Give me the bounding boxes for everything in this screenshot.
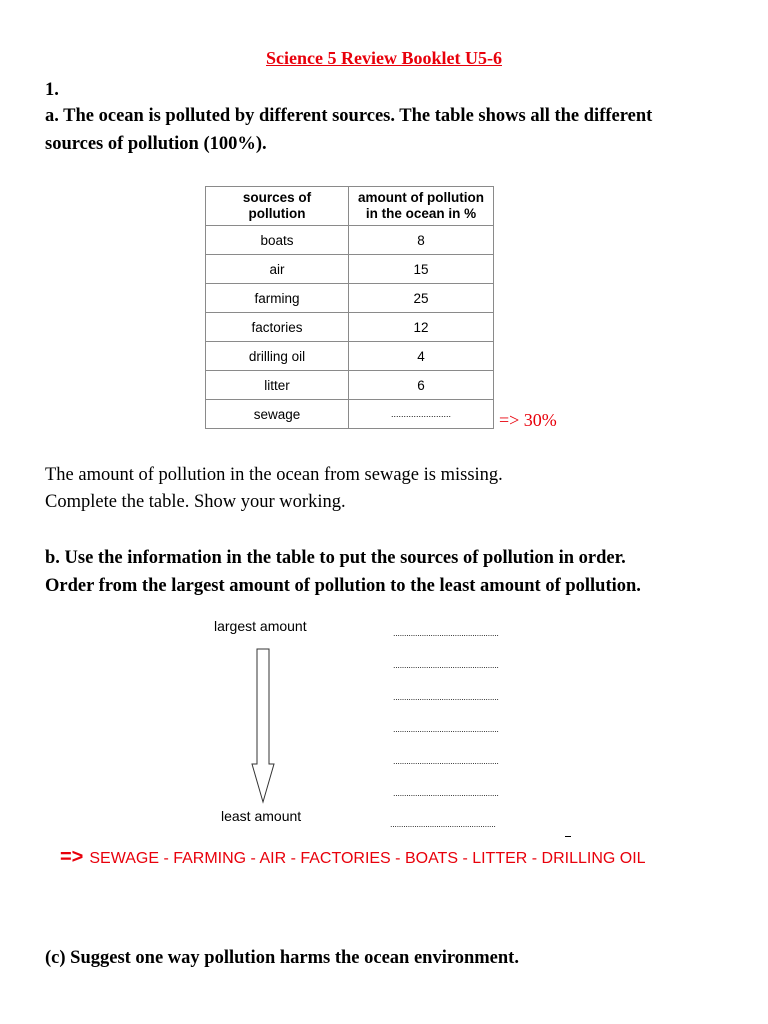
- question-b-prompt-line1: b. Use the information in the table to put the sources of pollution in order.: [45, 548, 626, 568]
- order-answer-line[interactable]: ................................................: [393, 692, 499, 702]
- table-row: [206, 400, 494, 429]
- order-answer-line[interactable]: ................................................: [393, 788, 499, 798]
- table-row: [206, 255, 494, 284]
- question-a-prompt-line1: a. The ocean is polluted by different sources. The table shows all the different: [45, 106, 653, 126]
- table-row: [206, 342, 494, 371]
- table-cell-source: air: [206, 255, 349, 284]
- order-answer-line[interactable]: ................................................: [393, 756, 499, 766]
- table-cell-amount: 25: [349, 284, 494, 313]
- divider: [565, 836, 571, 837]
- question-a-prompt: [45, 102, 652, 158]
- down-arrow-icon: [248, 648, 278, 804]
- table-row: [206, 284, 494, 313]
- table-cell-source: sewage: [206, 400, 349, 429]
- order-answer-line[interactable]: ................................................: [390, 819, 496, 829]
- order-answer-text: SEWAGE - FARMING - AIR - FACTORIES - BOATS - LITTER - DRILLING OIL: [89, 850, 646, 867]
- table-header-source: sources of pollution: [206, 187, 349, 226]
- largest-amount-label: largest amount: [214, 618, 307, 634]
- table-row: [206, 226, 494, 255]
- sewage-answer-note: => 30%: [499, 410, 557, 430]
- answer-arrow: =>: [60, 846, 84, 868]
- table-cell-source: drilling oil: [206, 342, 349, 371]
- sewage-answer-blank[interactable]: ........................: [349, 400, 494, 429]
- order-answer-line[interactable]: ................................................: [393, 628, 499, 638]
- table-cell-amount: 8: [349, 226, 494, 255]
- order-answer-line[interactable]: ................................................: [393, 724, 499, 734]
- question-a-text-line1: The amount of pollution in the ocean from sewage is missing.: [45, 465, 503, 485]
- page-title: Science 5 Review Booklet U5-6: [266, 48, 502, 68]
- question-a-text-line2: Complete the table. Show your working.: [45, 492, 346, 512]
- pollution-table: [205, 186, 494, 429]
- table-cell-amount: 6: [349, 371, 494, 400]
- order-answer-line[interactable]: ................................................: [393, 660, 499, 670]
- question-b-prompt-line2: Order from the largest amount of pollution to the least amount of pollution.: [45, 576, 641, 596]
- table-cell-source: boats: [206, 226, 349, 255]
- question-number: 1.: [45, 80, 59, 100]
- table-row: [206, 371, 494, 400]
- table-row: [206, 313, 494, 342]
- question-a-prompt-line2: sources of pollution (100%).: [45, 134, 267, 154]
- question-b-prompt: [45, 544, 641, 600]
- table-cell-source: factories: [206, 313, 349, 342]
- table-cell-source: farming: [206, 284, 349, 313]
- table-cell-amount: 12: [349, 313, 494, 342]
- table-cell-amount: 15: [349, 255, 494, 284]
- question-c-prompt: (c) Suggest one way pollution harms the ocean environment.: [45, 948, 519, 968]
- order-answer: [60, 846, 646, 869]
- table-header-amount: amount of pollution in the ocean in %: [349, 187, 494, 226]
- table-cell-amount: 4: [349, 342, 494, 371]
- question-a-text: [45, 462, 503, 516]
- least-amount-label: least amount: [221, 808, 302, 824]
- table-cell-source: litter: [206, 371, 349, 400]
